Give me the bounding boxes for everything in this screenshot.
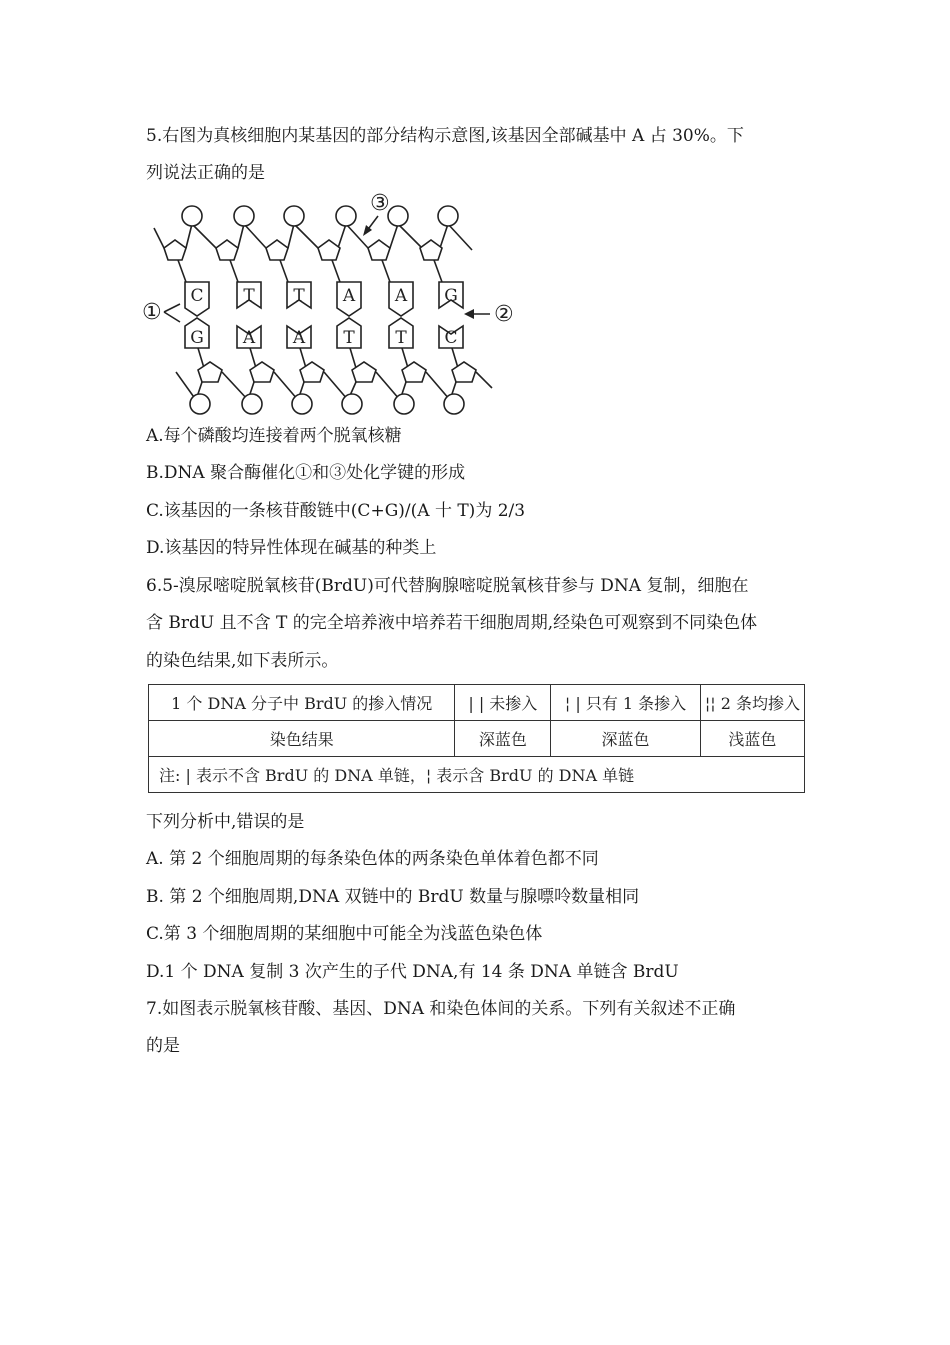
q6-stem-line-2: 含 BrdU 且不含 T 的完全培养液中培养若干细胞周期,经染色可观察到不同染色体: [146, 613, 758, 633]
table-cell: 浅蓝色: [700, 721, 804, 757]
bottom-base-3: A: [292, 328, 306, 348]
bottom-base-5: T: [395, 328, 407, 348]
table-row: [149, 757, 805, 793]
phosphate-circle: [444, 394, 464, 414]
deoxyribose-pentagon: [368, 240, 390, 260]
phosphate-circle: [190, 394, 210, 414]
table-row: [149, 685, 805, 721]
label-1-leader: [164, 304, 180, 322]
dna-structure-diagram: [140, 188, 530, 420]
bottom-backbone: [176, 372, 492, 400]
q7-stem-line-1: 7.如图表示脱氧核苷酸、基因、DNA 和染色体间的关系。下列有关叙述不正确: [146, 999, 736, 1019]
phosphate-circle: [438, 206, 458, 226]
phosphate-circle: [336, 206, 356, 226]
deoxyribose-pentagon: [300, 362, 324, 382]
table-header-cell: | | 未掺入: [455, 685, 551, 721]
table-cell: 深蓝色: [551, 721, 701, 757]
bottom-base-6: C: [444, 328, 458, 348]
table-note: 注: | 表示不含 BrdU 的 DNA 单链，¦ 表示含 BrdU 的 DNA 单链: [149, 757, 805, 793]
table-row: [149, 721, 805, 757]
bottom-sugars: [198, 362, 476, 382]
q6-stem-line-1: 6.5-溴尿嘧啶脱氧核苷(BrdU)可代替胸腺嘧啶脱氧核苷参与 DNA 复制，细胞在: [146, 576, 749, 596]
phosphate-circle: [234, 206, 254, 226]
q5-stem-line-1: 5.右图为真核细胞内某基因的部分结构示意图,该基因全部碱基中 A 占 30%。下: [146, 126, 744, 146]
deoxyribose-pentagon: [250, 362, 274, 382]
deoxyribose-pentagon: [216, 240, 238, 260]
bottom-base-4: T: [343, 328, 355, 348]
q5-option-d: D.该基因的特异性体现在碱基的种类上: [146, 538, 437, 558]
base-pairs: [185, 282, 463, 348]
table-cell: 深蓝色: [455, 721, 551, 757]
bottom-phosphates: [190, 394, 464, 414]
top-phosphates: [182, 206, 458, 226]
phosphate-circle: [394, 394, 414, 414]
top-base-6: G: [444, 286, 458, 306]
phosphate-circle: [242, 394, 262, 414]
phosphate-circle: [342, 394, 362, 414]
deoxyribose-pentagon: [266, 240, 288, 260]
top-sugars: [164, 240, 442, 260]
q6-lead: 下列分析中,错误的是: [146, 812, 305, 832]
top-base-4: A: [342, 286, 356, 306]
table-header-cell: 1 个 DNA 分子中 BrdU 的掺入情况: [149, 685, 455, 721]
table-header-cell: ¦¦ 2 条均掺入: [700, 685, 804, 721]
deoxyribose-pentagon: [198, 362, 222, 382]
q6-option-a: A. 第 2 个细胞周期的每条染色体的两条染色单体着色都不同: [146, 849, 599, 869]
q6-stem-line-3: 的染色结果,如下表所示。: [146, 651, 339, 671]
top-base-2: T: [243, 286, 255, 306]
q5-stem-line-2: 列说法正确的是: [146, 163, 265, 183]
bottom-base-1: G: [190, 328, 204, 348]
bottom-base-2: A: [242, 328, 256, 348]
q6-option-c: C.第 3 个细胞周期的某细胞中可能全为浅蓝色染色体: [146, 924, 543, 944]
phosphate-circle: [182, 206, 202, 226]
top-base-3: T: [293, 286, 305, 306]
brdu-table: [148, 684, 805, 793]
q5-option-b: B.DNA 聚合酶催化①和③处化学键的形成: [146, 463, 466, 483]
q5-option-a: A.每个磷酸均连接着两个脱氧核糖: [146, 426, 402, 446]
phosphate-circle: [388, 206, 408, 226]
deoxyribose-pentagon: [318, 240, 340, 260]
deoxyribose-pentagon: [452, 362, 476, 382]
table-header-cell: ¦ | 只有 1 条掺入: [551, 685, 701, 721]
deoxyribose-pentagon: [420, 240, 442, 260]
q6-option-b: B. 第 2 个细胞周期,DNA 双链中的 BrdU 数量与腺嘌呤数量相同: [146, 887, 640, 907]
label-2-arrowhead: [464, 309, 474, 319]
phosphate-circle: [292, 394, 312, 414]
q6-option-d: D.1 个 DNA 复制 3 次产生的子代 DNA,有 14 条 DNA 单链含 BrdU: [146, 962, 679, 982]
figure-label-2: ②: [494, 302, 514, 327]
deoxyribose-pentagon: [164, 240, 186, 260]
table-cell: 染色结果: [149, 721, 455, 757]
deoxyribose-pentagon: [402, 362, 426, 382]
figure-label-1: ①: [142, 300, 162, 325]
top-base-5: A: [394, 286, 408, 306]
phosphate-circle: [284, 206, 304, 226]
figure-label-3: ③: [370, 191, 390, 216]
top-base-1: C: [190, 286, 204, 306]
q7-stem-line-2: 的是: [146, 1036, 180, 1056]
q5-option-c: C.该基因的一条核苷酸链中(C+G)/(A 十 T)为 2/3: [146, 501, 526, 521]
